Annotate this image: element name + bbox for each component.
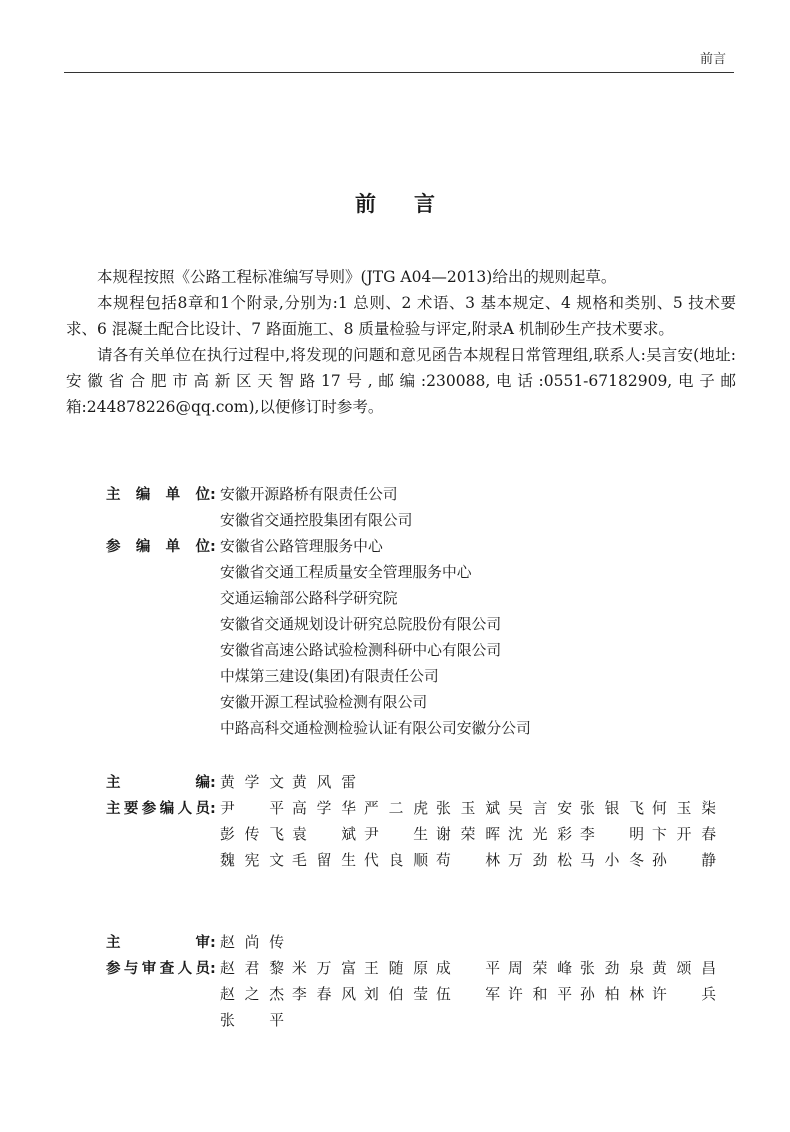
person-name: 许和平 bbox=[508, 986, 572, 1003]
person-name: 马小冬 bbox=[580, 852, 644, 869]
person-name: 代良顺 bbox=[364, 852, 428, 869]
participating-unit-label: 参编单位 bbox=[106, 539, 210, 555]
org: 安徽开源路桥有限责任公司 bbox=[220, 486, 398, 503]
person-name: 尹生 bbox=[364, 826, 428, 843]
running-head: 前言 bbox=[699, 52, 726, 67]
paragraph-contents: 本规程包括8章和1个附录,分别为:1 总则、2 术语、3 基本规定、4 规格和类别、5 技术要求、6 混凝土配合比设计、7 路面施工、8 质量检验与评定,附录A 机制砂生产技术要求。 bbox=[66, 294, 736, 338]
person-name: 赵君黎 bbox=[220, 960, 284, 977]
person-name: 谢荣晖 bbox=[436, 826, 500, 843]
person-name: 赵尚传 bbox=[220, 934, 284, 951]
main-editors-label: 主要参编人员 bbox=[106, 801, 210, 817]
person-name: 张平 bbox=[220, 1012, 284, 1029]
org: 中煤第三建设(集团)有限责任公司 bbox=[220, 668, 439, 685]
person-name: 孙静 bbox=[652, 852, 716, 869]
review-section bbox=[106, 930, 746, 1034]
person-name: 苟林 bbox=[436, 852, 500, 869]
chief-unit-label: 主编单位 bbox=[106, 487, 210, 503]
chief-reviewer-row bbox=[106, 930, 746, 956]
editors-section bbox=[106, 770, 746, 874]
colon: : bbox=[210, 801, 216, 817]
person-name: 吴言安 bbox=[508, 800, 572, 817]
review-members-label: 参与审查人员 bbox=[106, 961, 210, 977]
person-name: 周荣峰 bbox=[508, 960, 572, 977]
units-section bbox=[106, 482, 746, 742]
participating-unit-list bbox=[220, 534, 746, 742]
person-name: 成平 bbox=[436, 960, 500, 977]
person-name: 王随原 bbox=[364, 960, 428, 977]
person-name: 米万富 bbox=[292, 960, 356, 977]
review-members-row bbox=[106, 956, 746, 1034]
org: 安徽省高速公路试验检测科研中心有限公司 bbox=[220, 642, 502, 659]
person-name: 孙柏林 bbox=[580, 986, 644, 1003]
org: 中路高科交通检测检验认证有限公司安徽分公司 bbox=[220, 720, 531, 737]
org: 交通运输部公路科学研究院 bbox=[220, 590, 398, 607]
main-editors-row bbox=[106, 796, 746, 874]
chief-unit-list bbox=[220, 482, 746, 534]
participating-unit-row bbox=[106, 534, 746, 742]
review-members-list bbox=[220, 956, 746, 1034]
person-name: 许兵 bbox=[652, 986, 716, 1003]
colon: : bbox=[210, 539, 216, 555]
page-title: 前言 bbox=[355, 191, 473, 216]
org: 安徽省交通工程质量安全管理服务中心 bbox=[220, 564, 472, 581]
person-name: 魏宪文 bbox=[220, 852, 284, 869]
person-name: 刘伯莹 bbox=[364, 986, 428, 1003]
person-name: 张劲泉 bbox=[580, 960, 644, 977]
main-editors-list bbox=[220, 796, 746, 874]
person-name: 卞开春 bbox=[652, 826, 716, 843]
person-name: 毛留生 bbox=[292, 852, 356, 869]
chief-reviewer-list bbox=[220, 930, 746, 956]
person-name: 袁斌 bbox=[292, 826, 356, 843]
colon: : bbox=[210, 935, 216, 951]
person-name: 赵之杰 bbox=[220, 986, 284, 1003]
person-name: 万劲松 bbox=[508, 852, 572, 869]
person-name: 严二虎 bbox=[364, 800, 428, 817]
org: 安徽开源工程试验检测有限公司 bbox=[220, 694, 428, 711]
person-name: 黄风雷 bbox=[292, 774, 356, 791]
chief-editor-list bbox=[220, 770, 746, 796]
person-name: 尹平 bbox=[220, 800, 284, 817]
paragraph-drafting-basis: 本规程按照《公路工程标准编写导则》(JTG A04—2013)给出的规则起草。 bbox=[97, 268, 617, 286]
org: 安徽省公路管理服务中心 bbox=[220, 538, 383, 555]
colon: : bbox=[210, 487, 216, 503]
chief-editor-label: 主编 bbox=[106, 775, 210, 791]
person-name: 张银飞 bbox=[580, 800, 644, 817]
person-name: 沈光彩 bbox=[508, 826, 572, 843]
chief-editor-row bbox=[106, 770, 746, 796]
paragraph-feedback: 请各有关单位在执行过程中,将发现的问题和意见函告本规程日常管理组,联系人:吴言安(地址:安徽省合肥市高新区天智路17号,邮编:230088,电话:0551-67182909,电子邮箱:244878226@qq.com),以便修订时参考。 bbox=[66, 346, 736, 416]
person-name: 高学华 bbox=[292, 800, 356, 817]
person-name: 李春风 bbox=[292, 986, 356, 1003]
colon: : bbox=[210, 775, 216, 791]
person-name: 彭传飞 bbox=[220, 826, 284, 843]
person-name: 黄颂昌 bbox=[652, 960, 716, 977]
chief-reviewer-label: 主审 bbox=[106, 935, 210, 951]
org: 安徽省交通规划设计研究总院股份有限公司 bbox=[220, 616, 502, 633]
header-rule bbox=[64, 72, 734, 73]
org: 安徽省交通控股集团有限公司 bbox=[220, 512, 413, 529]
person-name: 张玉斌 bbox=[436, 800, 500, 817]
person-name: 何玉柒 bbox=[652, 800, 716, 817]
person-name: 伍军 bbox=[436, 986, 500, 1003]
person-name: 李明 bbox=[580, 826, 644, 843]
chief-unit-row bbox=[106, 482, 746, 534]
person-name: 黄学文 bbox=[220, 774, 284, 791]
colon: : bbox=[210, 961, 216, 977]
preface-body bbox=[66, 264, 736, 420]
